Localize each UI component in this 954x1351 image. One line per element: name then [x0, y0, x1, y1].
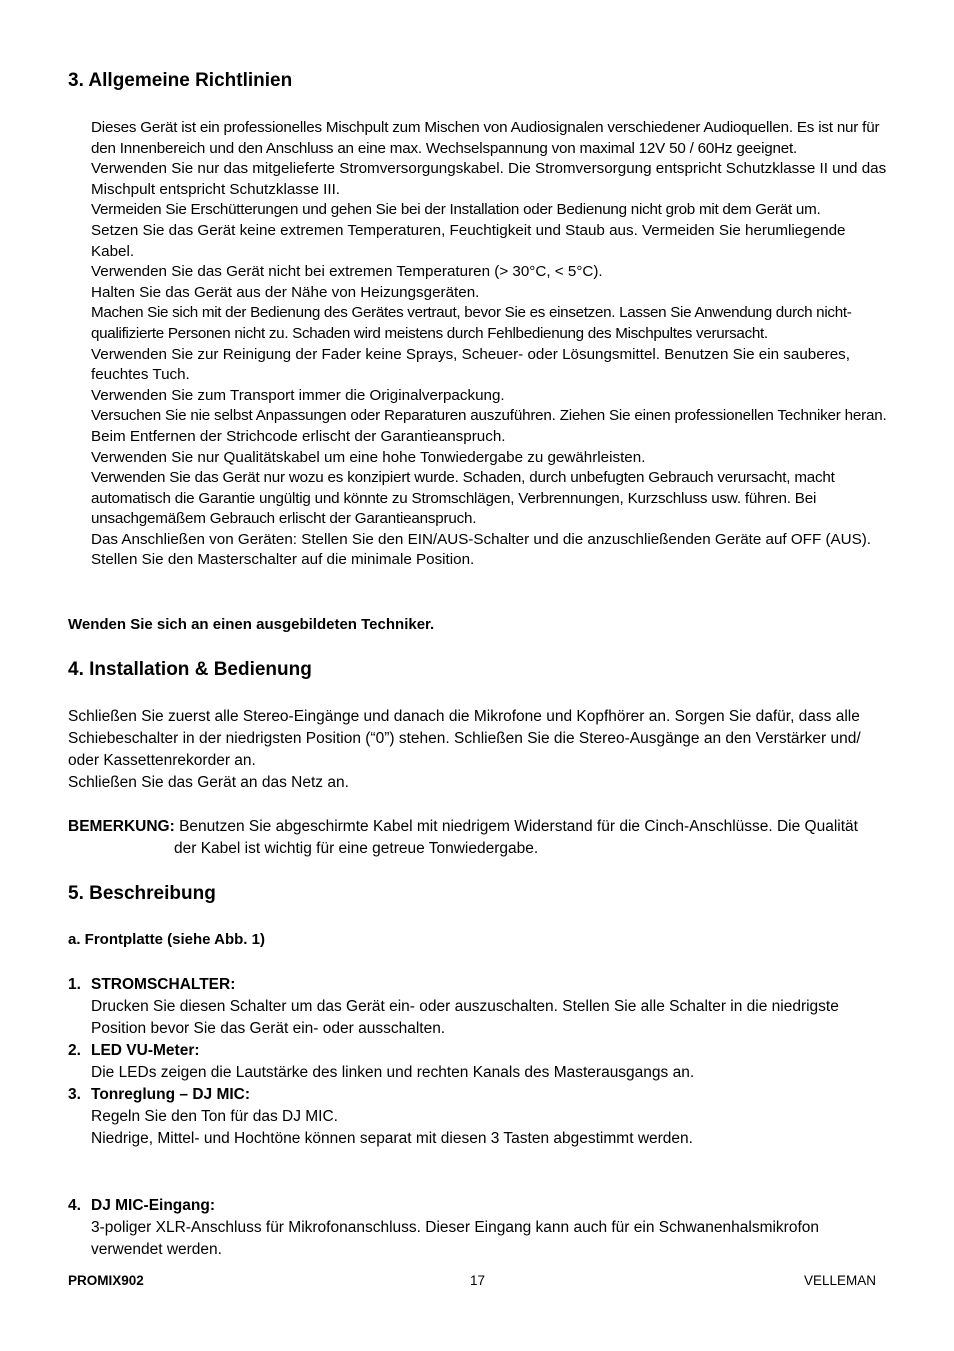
- guideline-paragraph: Verwenden Sie das Gerät nur wozu es konzipiert wurde. Schaden, durch unbefugten Gebrauch verursacht, macht automatisch die Garantie ungültig und könnte zu Stromschlägen, Verbrennungen, Kurzschluss usw. führen. Bei unsachgemäßem Gebrauch erlischt der Garantieanspruch.: [91, 469, 835, 528]
- item-heading: STROMSCHALTER:: [91, 976, 236, 993]
- front-panel-subtitle: a. Frontplatte (siehe Abb. 1): [68, 931, 265, 948]
- footer-model: PROMIX902: [68, 1273, 144, 1288]
- section-5-title: 5. Beschreibung: [68, 883, 216, 904]
- item-number: 3.: [68, 1086, 81, 1103]
- description-item: [68, 974, 886, 1040]
- remark-text: Benutzen Sie abgeschirmte Kabel mit niedrigem Widerstand für die Cinch-Anschlüsse. Die Qualität: [174, 818, 858, 835]
- item-heading: DJ MIC-Eingang:: [91, 1197, 215, 1214]
- guideline-paragraph: Verwenden Sie zum Transport immer die Originalverpackung.: [91, 386, 505, 404]
- description-item: [68, 1195, 886, 1261]
- technician-note: Wenden Sie sich an einen ausgebildeten Techniker.: [68, 616, 435, 633]
- description-item: [68, 1084, 886, 1150]
- guideline-paragraph: Das Anschließen von Geräten: Stellen Sie den EIN/AUS-Schalter und die anzuschließenden Geräte auf OFF (AUS). Stellen Sie den Masterschalter auf die minimale Position.: [91, 530, 872, 569]
- guideline-paragraph: Beim Entfernen der Strichcode erlischt der Garantieanspruch.: [91, 427, 506, 445]
- section-3-title: 3. Allgemeine Richtlinien: [68, 70, 293, 91]
- footer-brand: VELLEMAN: [803, 1273, 876, 1288]
- guideline-paragraph: Setzen Sie das Gerät keine extremen Temperaturen, Feuchtigkeit und Staub aus. Vermeiden Sie herumliegende Kabel.: [91, 221, 846, 260]
- item-number: 1.: [68, 976, 81, 993]
- footer-page-number: 17: [470, 1273, 486, 1288]
- guideline-paragraph: Verwenden Sie nur Qualitätskabel um eine hohe Tonwiedergabe zu gewährleisten.: [91, 448, 646, 466]
- installation-text: [68, 706, 886, 794]
- section-4-title: 4. Installation & Bedienung: [68, 659, 312, 680]
- installation-paragraph: Schließen Sie das Gerät an das Netz an.: [68, 774, 349, 791]
- item-number: 4.: [68, 1197, 81, 1214]
- guideline-paragraph: Verwenden Sie zur Reinigung der Fader keine Sprays, Scheuer- oder Lösungsmittel. Benutzen Sie ein sauberes, feuchtes Tuch.: [91, 345, 850, 384]
- remark-block: [68, 816, 886, 860]
- guideline-paragraph: Dieses Gerät ist ein professionelles Mischpult zum Mischen von Audiosignalen verschiedener Audioquellen. Es ist nur für den Innenbereich und den Anschluss an eine max. Wechselspannung von maximal 12V 50 / 60Hz geeignet.: [91, 119, 880, 157]
- item-heading: Tonreglung – DJ MIC:: [91, 1086, 251, 1103]
- description-item: [68, 1040, 886, 1084]
- item-text: Niedrige, Mittel- und Hochtöne können separat mit diesen 3 Tasten abgestimmt werden.: [91, 1130, 693, 1147]
- remark-label: BEMERKUNG:: [68, 818, 175, 835]
- remark-text-continued: der Kabel ist wichtig für eine getreue Tonwiedergabe.: [174, 840, 539, 857]
- guideline-paragraph: Verwenden Sie das Gerät nicht bei extremen Temperaturen (> 30°C, < 5°C).: [91, 263, 603, 281]
- guideline-paragraph: Halten Sie das Gerät aus der Nähe von Heizungsgeräten.: [91, 283, 480, 301]
- item-heading: LED VU-Meter:: [91, 1042, 200, 1059]
- item-text: Drucken Sie diesen Schalter um das Gerät ein- oder auszuschalten. Stellen Sie alle Schalter in die niedrigste Position bevor Sie das Gerät ein- oder ausschalten.: [91, 998, 839, 1037]
- item-text: Die LEDs zeigen die Lautstärke des linken und rechten Kanals des Masterausgangs an.: [91, 1064, 695, 1081]
- item-number: 2.: [68, 1042, 81, 1059]
- item-text: 3-poliger XLR-Anschluss für Mikrofonanschluss. Dieser Eingang kann auch für ein Schwanenhalsmikrofon verwendet werden.: [91, 1219, 820, 1258]
- installation-paragraph: Schließen Sie zuerst alle Stereo-Eingänge und danach die Mikrofone und Kopfhörer an. Sorgen Sie dafür, dass alle Schiebeschalter in der niedrigsten Position (“0”) stehen. Schließen Sie die Stereo-Ausgänge an den Verstärker und/ oder Kassettenrekorder an.: [68, 708, 861, 769]
- guideline-paragraph: Machen Sie sich mit der Bedienung des Gerätes vertraut, bevor Sie es einsetzen. Lassen Sie Anwendung durch nicht-qualifizierte Personen nicht zu. Schaden wird meistens durch Fehlbedienung des Mischpultes verursacht.: [91, 304, 852, 342]
- guideline-paragraph: Versuchen Sie nie selbst Anpassungen oder Reparaturen auszuführen. Ziehen Sie einen professionellen Techniker heran.: [91, 407, 887, 425]
- item-text: Regeln Sie den Ton für das DJ MIC.: [91, 1108, 338, 1125]
- guideline-paragraph: Verwenden Sie nur das mitgelieferte Stromversorgungskabel. Die Stromversorgung entspricht Schutzklasse II und das Mischpult entspricht Schutzklasse III.: [91, 160, 887, 198]
- guideline-paragraph: Vermeiden Sie Erschütterungen und gehen Sie bei der Installation oder Bedienung nicht grob mit dem Gerät um.: [91, 201, 821, 219]
- section-3-guidelines: [91, 118, 887, 571]
